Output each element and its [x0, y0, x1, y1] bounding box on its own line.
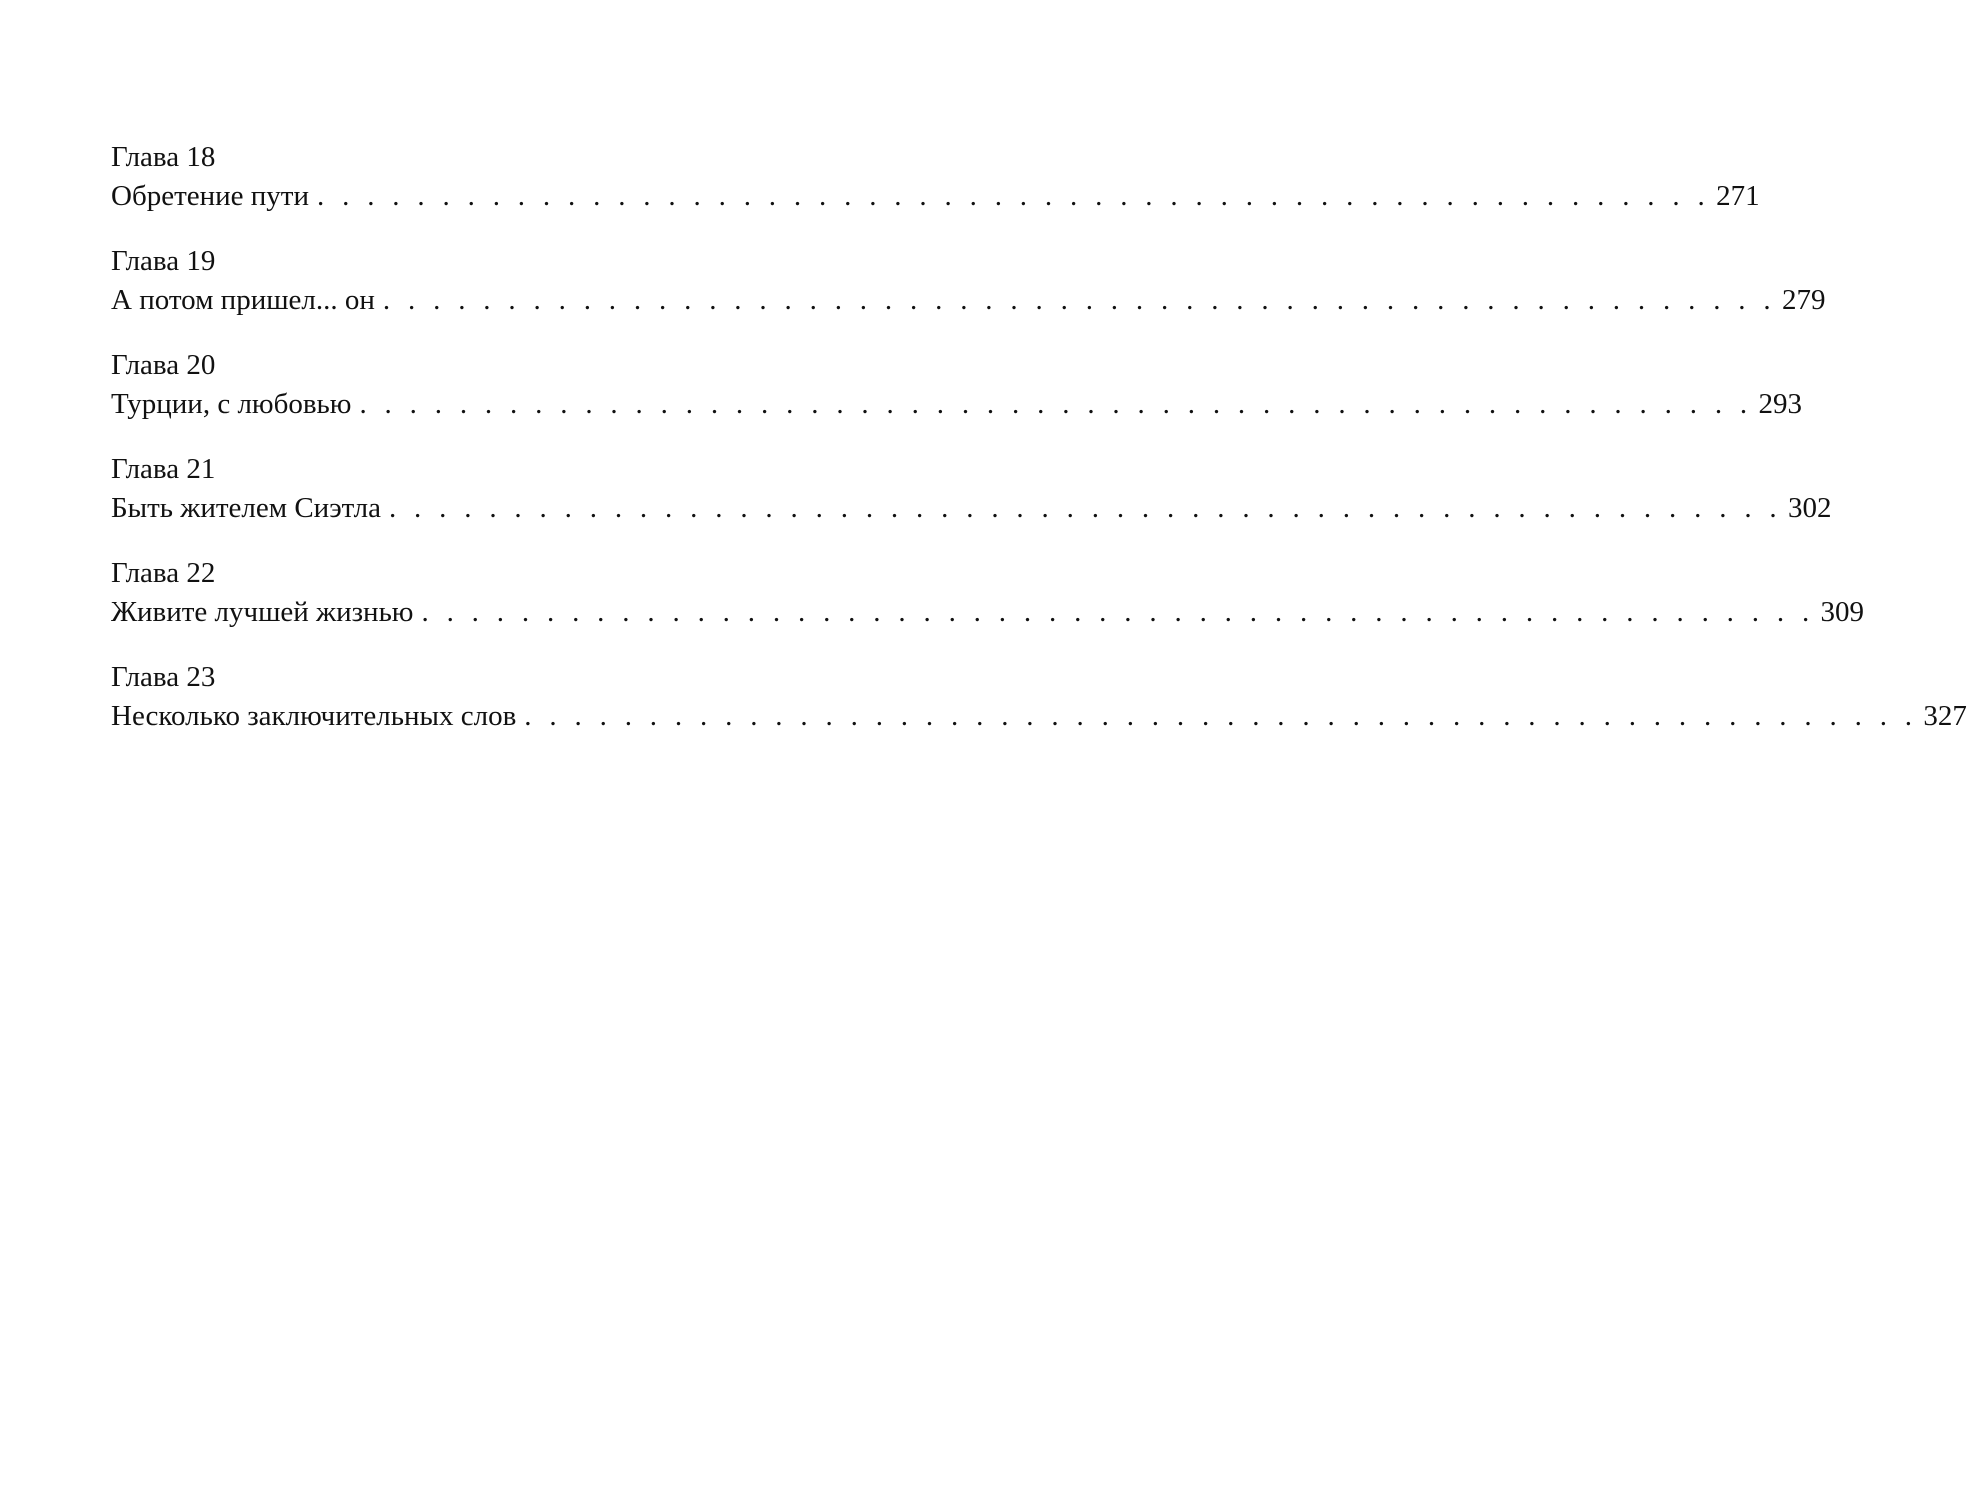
page-number: 309 [1820, 596, 1865, 628]
chapter-title: Обретение пути [111, 180, 309, 212]
toc-line [111, 385, 1802, 424]
chapter-title: Живите лучшей жизнью [111, 596, 414, 628]
page-number: 302 [1788, 492, 1832, 524]
toc-entry [111, 450, 1832, 528]
chapter-number: Глава 23 [111, 661, 216, 693]
chapter-title: А потом пришел... он [111, 284, 375, 316]
toc-line [111, 489, 1832, 528]
toc-line [111, 177, 1760, 216]
chapter-number: Глава 19 [111, 245, 216, 277]
dot-leader: . . . . . . . . . . . . . . . . . . . . . . . . . . . . . . . . . . . . . . . . . . . . . . . . . . . . . . . . [388, 492, 1782, 524]
toc-entry [111, 346, 1802, 424]
chapter-title: Быть жителем Сиэтла [111, 492, 381, 524]
toc-line [111, 281, 1826, 320]
dot-leader: . . . . . . . . . . . . . . . . . . . . . . . . . . . . . . . . . . . . . . . . . . . . . . . . . . . . . . . . [359, 388, 1753, 420]
toc-entry [111, 138, 1760, 216]
toc-entry [111, 242, 1826, 320]
chapter-title: Турции, с любовью [111, 388, 352, 420]
chapter-number: Глава 18 [111, 141, 216, 173]
toc-line [111, 697, 1967, 736]
table-of-contents [111, 138, 1967, 762]
chapter-number: Глава 21 [111, 453, 216, 485]
page-number: 327 [1923, 700, 1967, 732]
toc-entry [111, 554, 1865, 632]
toc-entry [111, 658, 1967, 736]
toc-line [111, 593, 1865, 632]
page-number: 271 [1716, 180, 1760, 212]
chapter-number: Глава 20 [111, 349, 216, 381]
dot-leader: . . . . . . . . . . . . . . . . . . . . . . . . . . . . . . . . . . . . . . . . . . . . . . . . . . . . . . . . [317, 180, 1711, 212]
dot-leader: . . . . . . . . . . . . . . . . . . . . . . . . . . . . . . . . . . . . . . . . . . . . . . . . . . . . . . . . [421, 596, 1815, 628]
dot-leader: . . . . . . . . . . . . . . . . . . . . . . . . . . . . . . . . . . . . . . . . . . . . . . . . . . . . . . . . [382, 284, 1776, 316]
page-number: 293 [1758, 388, 1802, 420]
chapter-title: Несколько заключительных слов [111, 700, 517, 732]
chapter-number: Глава 22 [111, 557, 216, 589]
dot-leader: . . . . . . . . . . . . . . . . . . . . . . . . . . . . . . . . . . . . . . . . . . . . . . . . . . . . . . . . [524, 700, 1918, 732]
page-number: 279 [1781, 284, 1826, 316]
